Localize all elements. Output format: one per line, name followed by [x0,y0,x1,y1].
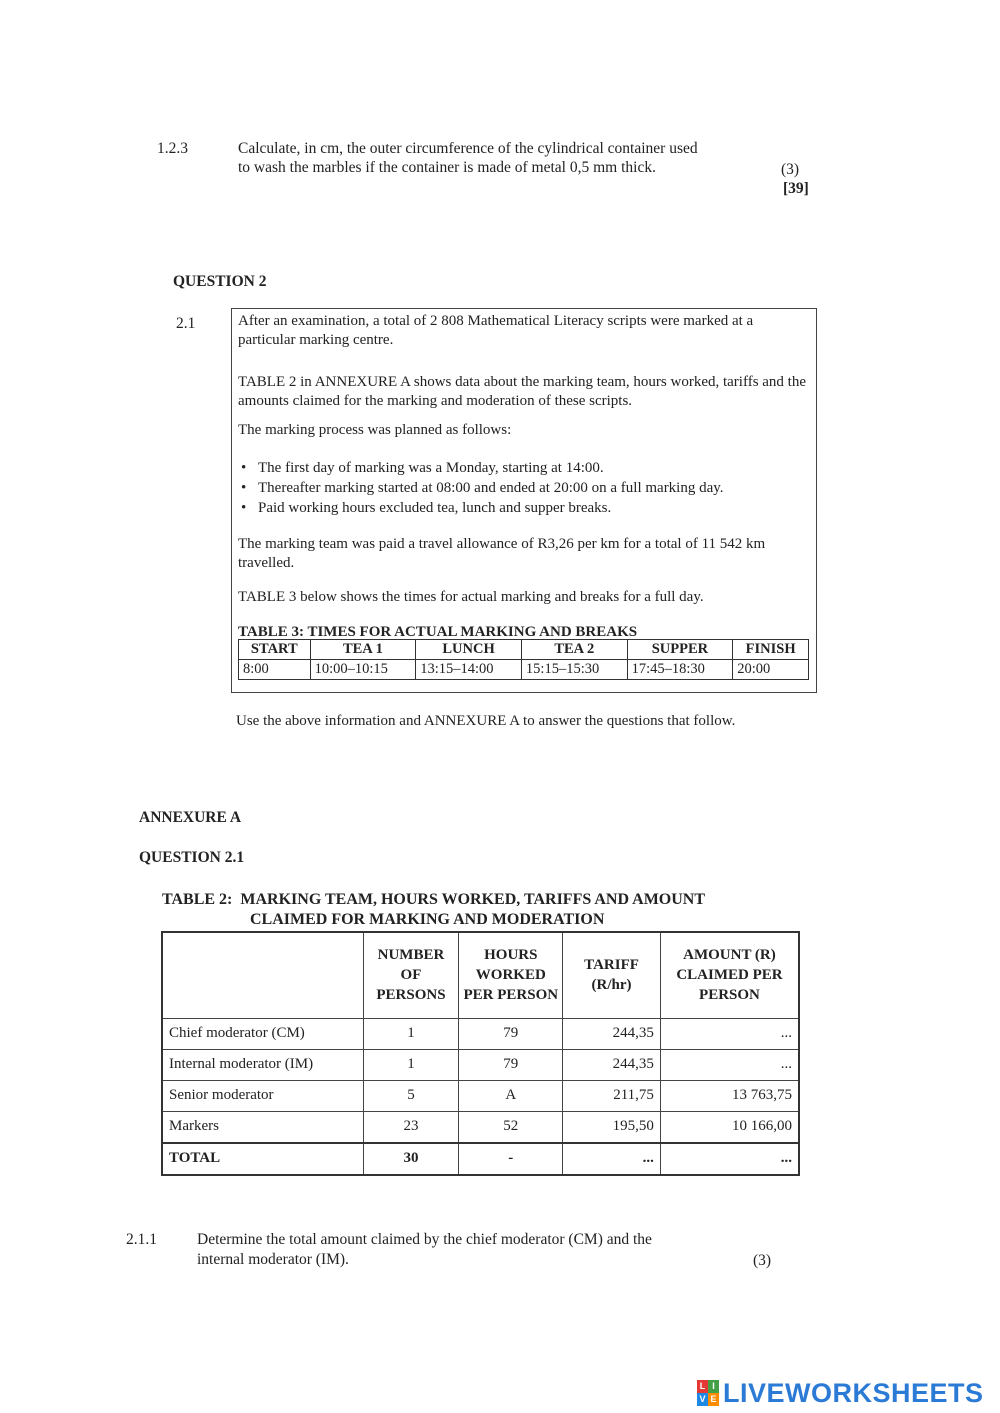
paragraph: The marking process was planned as follows: [238,422,512,438]
table-cell: 10:00–10:15 [310,660,416,680]
table-cell: - [459,1143,563,1175]
table-cell: A [459,1080,563,1111]
table-cell: 244,35 [563,1049,661,1080]
table-cell: 195,50 [563,1111,661,1143]
table-cell: 79 [459,1018,563,1049]
table-cell: 17:45–18:30 [627,660,733,680]
table-2-title: CLAIMED FOR MARKING AND MODERATION [250,911,605,928]
table-cell: ... [660,1018,799,1049]
table-row [162,1018,799,1049]
question-number: 2.1.1 [126,1231,157,1248]
table-cell: ... [563,1143,661,1175]
table-header: FINISH [733,640,809,660]
table-row [162,1080,799,1111]
table-cell: 1 [363,1018,459,1049]
table-cell: ... [660,1143,799,1175]
table-cell: 15:15–15:30 [521,660,627,680]
question-number: 1.2.3 [157,140,188,157]
paragraph: TABLE 2 in ANNEXURE A shows data about the marking team, hours worked, tariffs and the amounts claimed for the marking and moderation of these scripts. [238,374,807,409]
table-cell: 8:00 [239,660,311,680]
question-text-line: Calculate, in cm, the outer circumference of the cylindrical container used [238,140,698,157]
table-cell: ... [660,1049,799,1080]
table-cell: 30 [363,1143,459,1175]
logo-mark-icon: L I V E [697,1380,719,1406]
question-text-line: to wash the marbles if the container is made of metal 0,5 mm thick. [238,159,656,176]
table-cell: TOTAL [162,1143,363,1175]
table-cell: 79 [459,1049,563,1080]
table-header: SUPPER [627,640,733,660]
table-header: TEA 2 [521,640,627,660]
question-text-line: internal moderator (IM). [197,1251,349,1268]
paragraph: The marking team was paid a travel allowance of R3,26 per km for a total of 11 542 km travelled. [238,536,766,571]
table-header: LUNCH [416,640,522,660]
table-header [162,932,363,1018]
table-header: AMOUNT (R) CLAIMED PER PERSON [660,932,799,1018]
list-item: • The first day of marking was a Monday, starting at 14:00. [238,458,810,478]
table-cell: 244,35 [563,1018,661,1049]
question-number: 2.1 [176,315,196,332]
list-item: • Thereafter marking started at 08:00 and ended at 20:00 on a full marking day. [238,478,810,498]
table-row [162,1049,799,1080]
table-cell: Senior moderator [162,1080,363,1111]
table-3 [238,639,809,680]
annexure-heading: ANNEXURE A [139,809,242,826]
liveworksheets-logo[interactable] [697,1377,984,1409]
table-cell: 211,75 [563,1080,661,1111]
table-header: HOURS WORKED PER PERSON [459,932,563,1018]
table-cell: 23 [363,1111,459,1143]
section-total: [39] [783,180,809,197]
table-header: START [239,640,311,660]
table-cell: 10 166,00 [660,1111,799,1143]
table-header: TEA 1 [310,640,416,660]
table-cell: 20:00 [733,660,809,680]
table-cell: Markers [162,1111,363,1143]
table-2 [161,931,800,1176]
annexure-question: QUESTION 2.1 [139,849,245,866]
paragraph: TABLE 3 below shows the times for actual marking and breaks for a full day. [238,589,704,605]
table-cell: 5 [363,1080,459,1111]
table-header: NUMBER OF PERSONS [363,932,459,1018]
table-cell: Internal moderator (IM) [162,1049,363,1080]
table-row [239,660,809,680]
table-total-row [162,1143,799,1175]
table-row [162,1111,799,1143]
paragraph: After an examination, a total of 2 808 Mathematical Literacy scripts were marked at a particular marking centre. [238,313,754,348]
table-cell: 13 763,75 [660,1080,799,1111]
logo-text: LIVEWORKSHEETS [723,1377,984,1408]
question-marks: (3) [753,1252,772,1269]
question-2-1-box [231,308,817,693]
question-text-line: Determine the total amount claimed by the chief moderator (CM) and the [197,1231,652,1248]
table-3-title: TABLE 3: TIMES FOR ACTUAL MARKING AND BREAKS [238,624,638,640]
table-cell: 52 [459,1111,563,1143]
table-header: TARIFF (R/hr) [563,932,661,1018]
instruction-text: Use the above information and ANNEXURE A to answer the questions that follow. [236,713,736,729]
table-cell: 1 [363,1049,459,1080]
list-item: • Paid working hours excluded tea, lunch and supper breaks. [238,498,810,518]
question-marks: (3) [781,161,800,178]
table-cell: 13:15–14:00 [416,660,522,680]
question-heading: QUESTION 2 [173,273,267,290]
table-cell: Chief moderator (CM) [162,1018,363,1049]
table-2-title: TABLE 2: MARKING TEAM, HOURS WORKED, TARIFFS AND AMOUNT [162,891,706,908]
bullet-list [238,458,810,518]
